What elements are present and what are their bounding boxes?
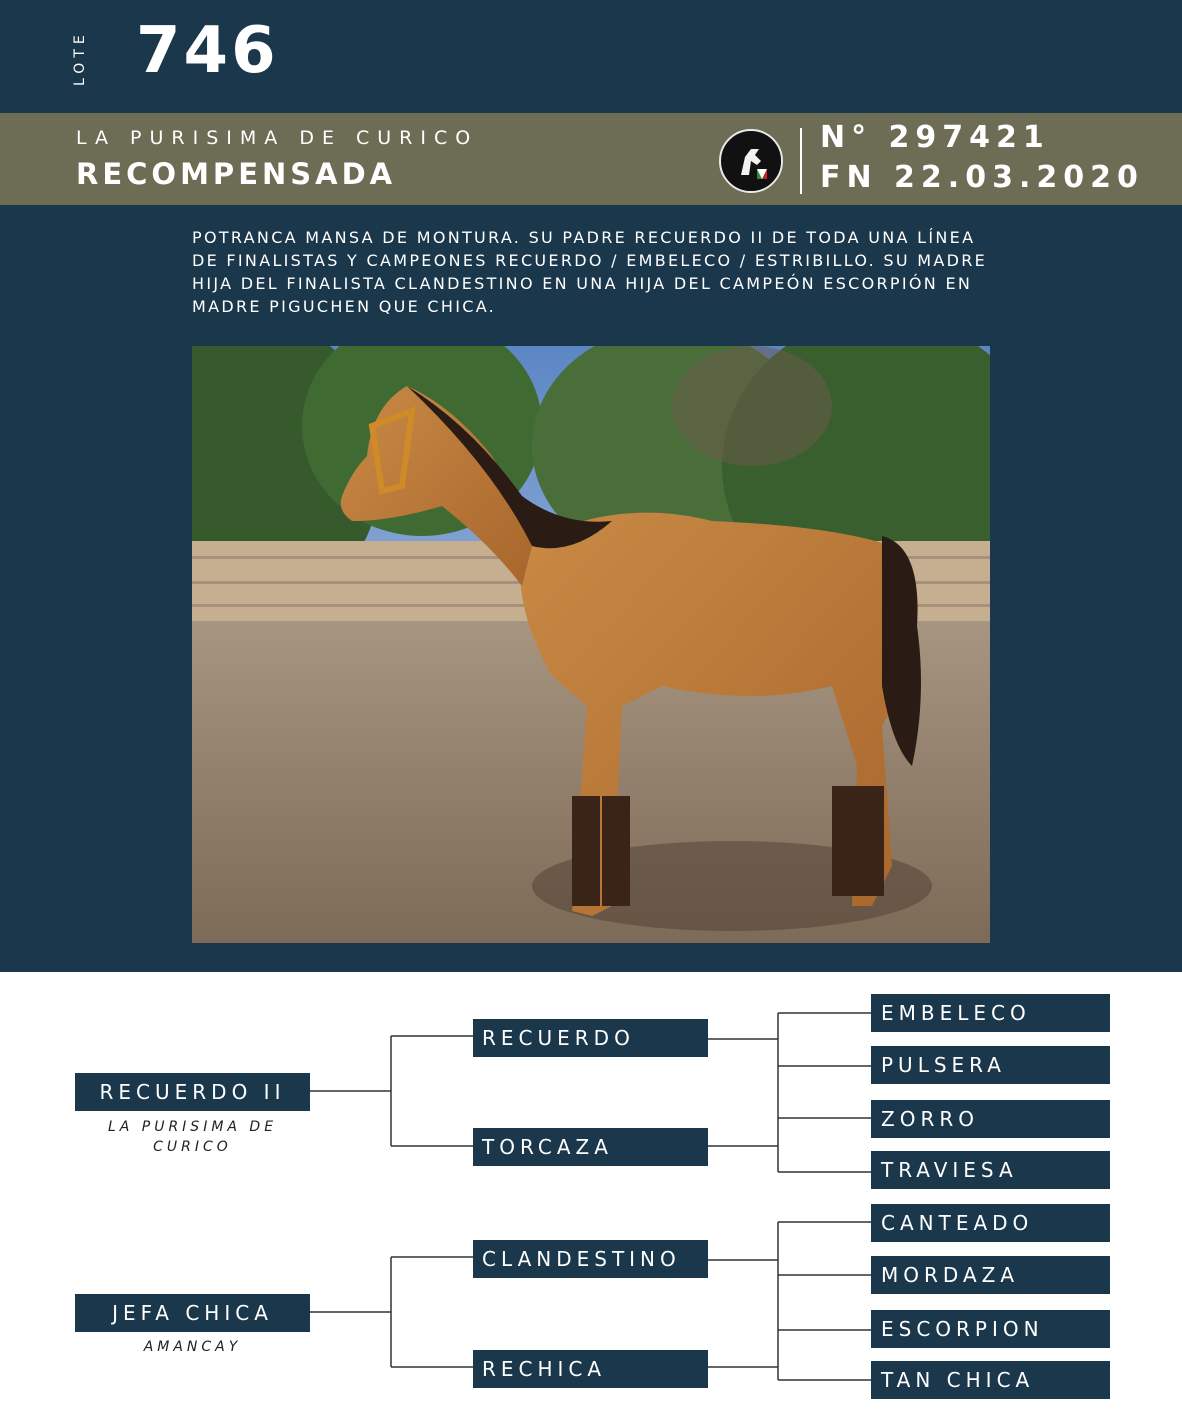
sire-name: RECUERDO II [75,1073,310,1111]
great-grandparent-box: EMBELECO [871,994,1110,1032]
great-grandparent-box: ZORRO [871,1100,1110,1138]
grandparent-box: RECHICA [473,1350,708,1388]
dam-name: JEFA CHICA [75,1294,310,1332]
birth-date: FN 22.03.2020 [820,160,1144,195]
grandparent-box: TORCAZA [473,1128,708,1166]
great-grandparent-box: MORDAZA [871,1256,1110,1294]
great-grandparent-box: CANTEADO [871,1204,1110,1242]
grandparent-box: CLANDESTINO [473,1240,708,1278]
description: POTRANCA MANSA DE MONTURA. SU PADRE RECUERDO II DE TODA UNA LÍNEA DE FINALISTAS Y CAMPEONES RECUERDO / EMBELECO / ESTRIBILLO. SU MADRE HIJA DEL FINALISTA CLANDESTINO EN UNA HIJA DEL CAMPEÓN ESCORPIÓN EN MADRE PIGUCHEN QUE CHICA. [192,228,988,316]
remates-logo [719,129,783,193]
breeder-name: LA PURISIMA DE CURICO [76,127,479,149]
lot-label: LOTE [72,30,88,86]
lot-number: 746 [136,14,279,88]
horse-photo [192,346,990,943]
grandparent-box: RECUERDO [473,1019,708,1057]
header-divider [800,128,802,194]
dam-breeder: AMANCAY [143,1339,242,1355]
horse-name: RECOMPENSADA [76,157,397,191]
sire-breeder: LA PURISIMA DE CURICO [107,1119,278,1155]
great-grandparent-box: TRAVIESA [871,1151,1110,1189]
great-grandparent-box: ESCORPION [871,1310,1110,1348]
great-grandparent-box: PULSERA [871,1046,1110,1084]
great-grandparent-box: TAN CHICA [871,1361,1110,1399]
registry-number: N° 297421 [820,120,1050,155]
